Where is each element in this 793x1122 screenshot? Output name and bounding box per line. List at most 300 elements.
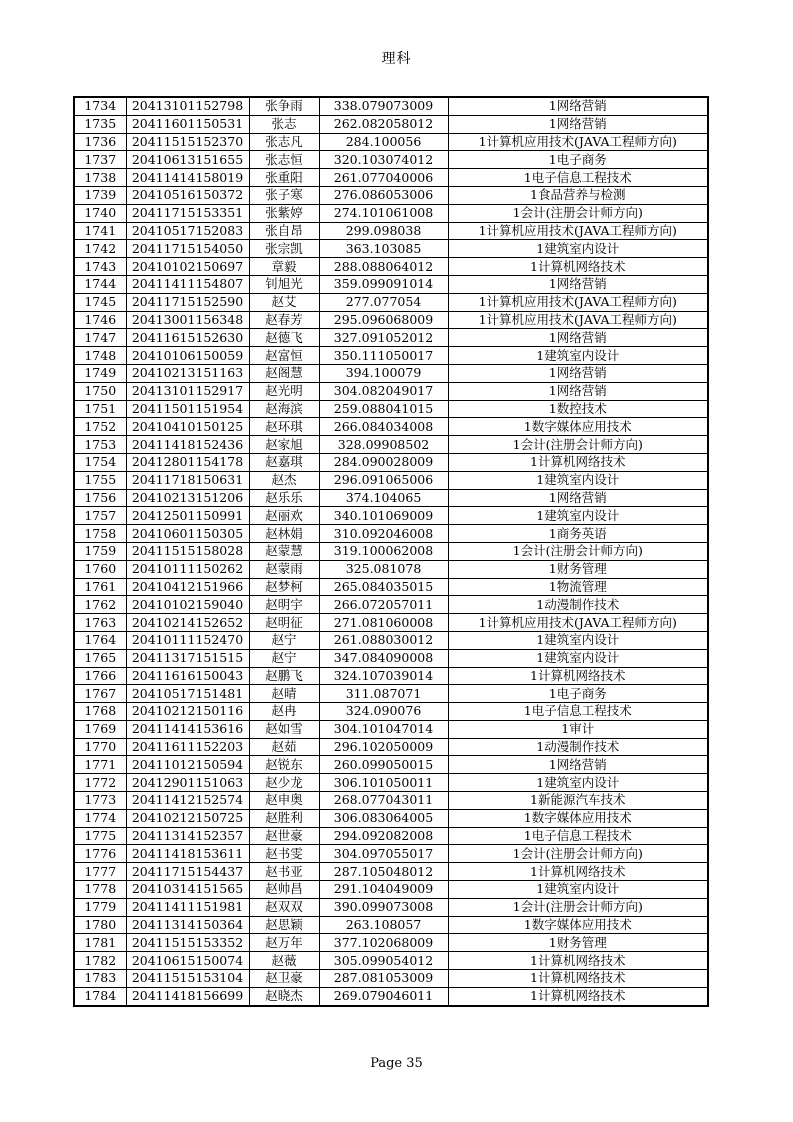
major-cell: 1食品营养与检测	[448, 186, 708, 204]
score-cell: 350.111050017	[319, 347, 448, 365]
major-cell: 1财务管理	[448, 934, 708, 952]
score-cell: 340.101069009	[319, 507, 448, 525]
table-row	[74, 489, 708, 507]
student-id-cell: 20410102150697	[126, 258, 249, 276]
student-id-cell: 20410412151966	[126, 578, 249, 596]
student-id-cell: 20411411154807	[126, 275, 249, 293]
row-number-cell: 1754	[74, 453, 126, 471]
major-cell: 1计算机应用技术(JAVA工程师方向)	[448, 222, 708, 240]
major-cell: 1电子商务	[448, 151, 708, 169]
student-id-cell: 20410213151206	[126, 489, 249, 507]
student-id-cell: 20411515158028	[126, 542, 249, 560]
table-row	[74, 382, 708, 400]
major-cell: 1数字媒体应用技术	[448, 809, 708, 827]
score-cell: 296.102050009	[319, 738, 448, 756]
student-name-cell: 张志恒	[249, 151, 319, 169]
row-number-cell: 1757	[74, 507, 126, 525]
student-id-cell: 20410111152470	[126, 631, 249, 649]
major-cell: 1计算机网络技术	[448, 970, 708, 988]
major-cell: 1新能源汽车技术	[448, 792, 708, 810]
row-number-cell: 1741	[74, 222, 126, 240]
score-cell: 304.082049017	[319, 382, 448, 400]
student-name-cell: 赵海滨	[249, 400, 319, 418]
student-id-cell: 20411515153352	[126, 934, 249, 952]
table-row	[74, 827, 708, 845]
table-row	[74, 952, 708, 970]
score-cell: 262.082058012	[319, 115, 448, 133]
table-row	[74, 560, 708, 578]
score-cell: 390.099073008	[319, 898, 448, 916]
student-name-cell: 赵茹	[249, 738, 319, 756]
table-row	[74, 347, 708, 365]
student-id-cell: 20411414158019	[126, 169, 249, 187]
major-cell: 1建筑室内设计	[448, 347, 708, 365]
row-number-cell: 1777	[74, 863, 126, 881]
major-cell: 1建筑室内设计	[448, 240, 708, 258]
student-name-cell: 赵双双	[249, 898, 319, 916]
student-name-cell: 赵德飞	[249, 329, 319, 347]
table-row	[74, 507, 708, 525]
score-cell: 261.077040006	[319, 169, 448, 187]
row-number-cell: 1734	[74, 97, 126, 115]
table-row	[74, 863, 708, 881]
score-cell: 294.092082008	[319, 827, 448, 845]
row-number-cell: 1770	[74, 738, 126, 756]
score-cell: 304.101047014	[319, 720, 448, 738]
table-row	[74, 542, 708, 560]
student-name-cell: 赵光明	[249, 382, 319, 400]
table-row	[74, 756, 708, 774]
student-id-cell: 20412901151063	[126, 774, 249, 792]
student-id-cell: 20411418153611	[126, 845, 249, 863]
student-id-cell: 20410601150305	[126, 525, 249, 543]
student-name-cell: 赵乐乐	[249, 489, 319, 507]
row-number-cell: 1776	[74, 845, 126, 863]
table-row	[74, 703, 708, 721]
score-cell: 324.090076	[319, 703, 448, 721]
score-cell: 268.077043011	[319, 792, 448, 810]
row-number-cell: 1739	[74, 186, 126, 204]
row-number-cell: 1759	[74, 542, 126, 560]
row-number-cell: 1735	[74, 115, 126, 133]
student-name-cell: 赵阁慧	[249, 364, 319, 382]
major-cell: 1计算机应用技术(JAVA工程师方向)	[448, 311, 708, 329]
student-name-cell: 赵如雪	[249, 720, 319, 738]
score-cell: 271.081060008	[319, 614, 448, 632]
score-cell: 287.081053009	[319, 970, 448, 988]
student-id-cell: 20411515153104	[126, 970, 249, 988]
student-id-cell: 20411317151515	[126, 649, 249, 667]
student-id-cell: 20411715153351	[126, 204, 249, 222]
student-id-cell: 20411515152370	[126, 133, 249, 151]
score-cell: 266.072057011	[319, 596, 448, 614]
student-name-cell: 赵蒙慧	[249, 542, 319, 560]
major-cell: 1计算机网络技术	[448, 863, 708, 881]
major-cell: 1建筑室内设计	[448, 507, 708, 525]
table-row	[74, 418, 708, 436]
score-cell: 304.097055017	[319, 845, 448, 863]
student-id-cell: 20410212150725	[126, 809, 249, 827]
major-cell: 1计算机应用技术(JAVA工程师方向)	[448, 133, 708, 151]
student-id-cell: 20411412152574	[126, 792, 249, 810]
student-name-cell: 赵春芳	[249, 311, 319, 329]
table-row	[74, 453, 708, 471]
major-cell: 1建筑室内设计	[448, 649, 708, 667]
page-title: 理科	[381, 51, 412, 67]
row-number-cell: 1736	[74, 133, 126, 151]
row-number-cell: 1766	[74, 667, 126, 685]
score-cell: 328.09908502	[319, 436, 448, 454]
student-id-cell: 20413001156348	[126, 311, 249, 329]
student-id-cell: 20410106150059	[126, 347, 249, 365]
major-cell: 1建筑室内设计	[448, 774, 708, 792]
student-name-cell: 赵冉	[249, 703, 319, 721]
score-cell: 377.102068009	[319, 934, 448, 952]
student-id-cell: 20411611152203	[126, 738, 249, 756]
table-row	[74, 169, 708, 187]
student-id-cell: 20411715154050	[126, 240, 249, 258]
student-id-cell: 20411418156699	[126, 987, 249, 1005]
table-row	[74, 774, 708, 792]
major-cell: 1数字媒体应用技术	[448, 916, 708, 934]
student-id-cell: 20411314150364	[126, 916, 249, 934]
score-cell: 266.084034008	[319, 418, 448, 436]
row-number-cell: 1780	[74, 916, 126, 934]
major-cell: 1计算机网络技术	[448, 453, 708, 471]
table-row	[74, 667, 708, 685]
student-name-cell: 赵卫豪	[249, 970, 319, 988]
row-number-cell: 1765	[74, 649, 126, 667]
table-row	[74, 631, 708, 649]
score-cell: 276.086053006	[319, 186, 448, 204]
major-cell: 1网络营销	[448, 489, 708, 507]
student-name-cell: 赵艾	[249, 293, 319, 311]
row-number-cell: 1760	[74, 560, 126, 578]
row-number-cell: 1737	[74, 151, 126, 169]
student-name-cell: 赵少龙	[249, 774, 319, 792]
row-number-cell: 1752	[74, 418, 126, 436]
student-name-cell: 赵鹏飞	[249, 667, 319, 685]
major-cell: 1动漫制作技术	[448, 738, 708, 756]
row-number-cell: 1778	[74, 881, 126, 899]
student-name-cell: 张重阳	[249, 169, 319, 187]
student-name-cell: 张争雨	[249, 97, 319, 115]
student-id-cell: 20410517151481	[126, 685, 249, 703]
major-cell: 1网络营销	[448, 364, 708, 382]
score-cell: 311.087071	[319, 685, 448, 703]
table-row	[74, 293, 708, 311]
student-id-cell: 20413101152917	[126, 382, 249, 400]
student-name-cell: 赵富恒	[249, 347, 319, 365]
student-id-cell: 20411411151981	[126, 898, 249, 916]
student-name-cell: 赵嘉琪	[249, 453, 319, 471]
score-cell: 305.099054012	[319, 952, 448, 970]
table-row	[74, 186, 708, 204]
score-cell: 261.088030012	[319, 631, 448, 649]
student-id-cell: 20412801154178	[126, 453, 249, 471]
student-name-cell: 赵书雯	[249, 845, 319, 863]
student-id-cell: 20410615150074	[126, 952, 249, 970]
student-id-cell: 20412501150991	[126, 507, 249, 525]
score-cell: 306.101050011	[319, 774, 448, 792]
score-cell: 325.081078	[319, 560, 448, 578]
score-cell: 259.088041015	[319, 400, 448, 418]
major-cell: 1物流管理	[448, 578, 708, 596]
major-cell: 1电子信息工程技术	[448, 169, 708, 187]
row-number-cell: 1751	[74, 400, 126, 418]
score-cell: 263.108057	[319, 916, 448, 934]
major-cell: 1审计	[448, 720, 708, 738]
major-cell: 1计算机网络技术	[448, 987, 708, 1005]
student-name-cell: 赵晓杰	[249, 987, 319, 1005]
student-id-cell: 20410613151655	[126, 151, 249, 169]
major-cell: 1数控技术	[448, 400, 708, 418]
student-id-cell: 20413101152798	[126, 97, 249, 115]
table-row	[74, 400, 708, 418]
admission-table	[73, 96, 709, 1007]
row-number-cell: 1747	[74, 329, 126, 347]
table-row	[74, 97, 708, 115]
table-row	[74, 881, 708, 899]
major-cell: 1计算机网络技术	[448, 667, 708, 685]
score-cell: 287.105048012	[319, 863, 448, 881]
major-cell: 1计算机网络技术	[448, 258, 708, 276]
table-row	[74, 649, 708, 667]
table-row	[74, 934, 708, 952]
student-id-cell: 20410314151565	[126, 881, 249, 899]
student-name-cell: 赵万年	[249, 934, 319, 952]
table-row	[74, 204, 708, 222]
table-row	[74, 987, 708, 1005]
student-name-cell: 赵梦柯	[249, 578, 319, 596]
major-cell: 1电子信息工程技术	[448, 827, 708, 845]
score-cell: 310.092046008	[319, 525, 448, 543]
student-name-cell: 赵明征	[249, 614, 319, 632]
row-number-cell: 1761	[74, 578, 126, 596]
student-name-cell: 赵锐东	[249, 756, 319, 774]
row-number-cell: 1746	[74, 311, 126, 329]
score-cell: 338.079073009	[319, 97, 448, 115]
score-cell: 324.107039014	[319, 667, 448, 685]
major-cell: 1计算机网络技术	[448, 952, 708, 970]
table-row	[74, 329, 708, 347]
student-id-cell: 20411314152357	[126, 827, 249, 845]
student-name-cell: 张宗凯	[249, 240, 319, 258]
student-id-cell: 20410213151163	[126, 364, 249, 382]
score-cell: 374.104065	[319, 489, 448, 507]
table-row	[74, 258, 708, 276]
row-number-cell: 1738	[74, 169, 126, 187]
page-number: Page 35	[370, 1056, 423, 1071]
score-cell: 299.098038	[319, 222, 448, 240]
score-cell: 319.100062008	[319, 542, 448, 560]
table-row	[74, 436, 708, 454]
major-cell: 1会计(注册会计师方向)	[448, 204, 708, 222]
major-cell: 1动漫制作技术	[448, 596, 708, 614]
student-name-cell: 赵宁	[249, 631, 319, 649]
student-id-cell: 20411418152436	[126, 436, 249, 454]
major-cell: 1网络营销	[448, 115, 708, 133]
table-row	[74, 275, 708, 293]
row-number-cell: 1755	[74, 471, 126, 489]
score-cell: 284.090028009	[319, 453, 448, 471]
row-number-cell: 1767	[74, 685, 126, 703]
row-number-cell: 1782	[74, 952, 126, 970]
score-cell: 363.103085	[319, 240, 448, 258]
student-name-cell: 赵蒙雨	[249, 560, 319, 578]
score-cell: 260.099050015	[319, 756, 448, 774]
score-cell: 320.103074012	[319, 151, 448, 169]
score-cell: 274.101061008	[319, 204, 448, 222]
row-number-cell: 1769	[74, 720, 126, 738]
row-number-cell: 1756	[74, 489, 126, 507]
score-cell: 295.096068009	[319, 311, 448, 329]
table-row	[74, 151, 708, 169]
table-row	[74, 471, 708, 489]
student-name-cell: 钊旭光	[249, 275, 319, 293]
row-number-cell: 1784	[74, 987, 126, 1005]
row-number-cell: 1749	[74, 364, 126, 382]
major-cell: 1会计(注册会计师方向)	[448, 542, 708, 560]
student-name-cell: 赵胜利	[249, 809, 319, 827]
table-row	[74, 525, 708, 543]
student-id-cell: 20410102159040	[126, 596, 249, 614]
student-id-cell: 20411601150531	[126, 115, 249, 133]
student-name-cell: 赵宁	[249, 649, 319, 667]
student-id-cell: 20411715152590	[126, 293, 249, 311]
student-name-cell: 章毅	[249, 258, 319, 276]
score-cell: 288.088064012	[319, 258, 448, 276]
row-number-cell: 1742	[74, 240, 126, 258]
student-id-cell: 20411501151954	[126, 400, 249, 418]
student-name-cell: 赵杰	[249, 471, 319, 489]
student-id-cell: 20411615152630	[126, 329, 249, 347]
table-row	[74, 809, 708, 827]
student-id-cell: 20411414153616	[126, 720, 249, 738]
row-number-cell: 1781	[74, 934, 126, 952]
student-name-cell: 张紫婷	[249, 204, 319, 222]
table-row	[74, 578, 708, 596]
score-cell: 277.077054	[319, 293, 448, 311]
major-cell: 1会计(注册会计师方向)	[448, 436, 708, 454]
major-cell: 1商务英语	[448, 525, 708, 543]
score-cell: 306.083064005	[319, 809, 448, 827]
score-cell: 359.099091014	[319, 275, 448, 293]
row-number-cell: 1763	[74, 614, 126, 632]
student-id-cell: 20410410150125	[126, 418, 249, 436]
row-number-cell: 1768	[74, 703, 126, 721]
student-name-cell: 赵晴	[249, 685, 319, 703]
major-cell: 1建筑室内设计	[448, 881, 708, 899]
major-cell: 1电子商务	[448, 685, 708, 703]
table-row	[74, 792, 708, 810]
row-number-cell: 1779	[74, 898, 126, 916]
row-number-cell: 1748	[74, 347, 126, 365]
row-number-cell: 1750	[74, 382, 126, 400]
student-id-cell: 20410214152652	[126, 614, 249, 632]
row-number-cell: 1758	[74, 525, 126, 543]
score-cell: 347.084090008	[319, 649, 448, 667]
table-row	[74, 115, 708, 133]
table-row	[74, 738, 708, 756]
table-row	[74, 898, 708, 916]
student-name-cell: 赵环琪	[249, 418, 319, 436]
row-number-cell: 1740	[74, 204, 126, 222]
student-name-cell: 张志	[249, 115, 319, 133]
student-name-cell: 赵思颖	[249, 916, 319, 934]
student-name-cell: 赵申奥	[249, 792, 319, 810]
student-name-cell: 张子寒	[249, 186, 319, 204]
score-cell: 327.091052012	[319, 329, 448, 347]
major-cell: 1会计(注册会计师方向)	[448, 898, 708, 916]
table-row	[74, 614, 708, 632]
student-id-cell: 20411718150631	[126, 471, 249, 489]
row-number-cell: 1783	[74, 970, 126, 988]
major-cell: 1数字媒体应用技术	[448, 418, 708, 436]
student-name-cell: 赵书亚	[249, 863, 319, 881]
table-row	[74, 916, 708, 934]
score-cell: 269.079046011	[319, 987, 448, 1005]
student-name-cell: 赵明宇	[249, 596, 319, 614]
student-id-cell: 20411616150043	[126, 667, 249, 685]
row-number-cell: 1745	[74, 293, 126, 311]
student-id-cell: 20410517152083	[126, 222, 249, 240]
major-cell: 1计算机应用技术(JAVA工程师方向)	[448, 614, 708, 632]
score-cell: 291.104049009	[319, 881, 448, 899]
score-cell: 296.091065006	[319, 471, 448, 489]
table-row	[74, 311, 708, 329]
student-id-cell: 20410212150116	[126, 703, 249, 721]
student-id-cell: 20411012150594	[126, 756, 249, 774]
student-name-cell: 赵世豪	[249, 827, 319, 845]
table-row	[74, 240, 708, 258]
major-cell: 1计算机应用技术(JAVA工程师方向)	[448, 293, 708, 311]
table-body	[74, 97, 708, 1006]
table-row	[74, 845, 708, 863]
student-id-cell: 20410111150262	[126, 560, 249, 578]
table-row	[74, 596, 708, 614]
score-cell: 265.084035015	[319, 578, 448, 596]
student-name-cell: 赵林娟	[249, 525, 319, 543]
row-number-cell: 1772	[74, 774, 126, 792]
student-name-cell: 赵丽欢	[249, 507, 319, 525]
table-row	[74, 222, 708, 240]
student-name-cell: 赵帅昌	[249, 881, 319, 899]
table-row	[74, 685, 708, 703]
student-id-cell: 20410516150372	[126, 186, 249, 204]
student-id-cell: 20411715154437	[126, 863, 249, 881]
student-name-cell: 赵薇	[249, 952, 319, 970]
row-number-cell: 1775	[74, 827, 126, 845]
major-cell: 1建筑室内设计	[448, 631, 708, 649]
table-row	[74, 133, 708, 151]
student-name-cell: 张志凡	[249, 133, 319, 151]
row-number-cell: 1753	[74, 436, 126, 454]
row-number-cell: 1771	[74, 756, 126, 774]
student-name-cell: 赵家旭	[249, 436, 319, 454]
table-row	[74, 720, 708, 738]
major-cell: 1会计(注册会计师方向)	[448, 845, 708, 863]
score-cell: 284.100056	[319, 133, 448, 151]
row-number-cell: 1773	[74, 792, 126, 810]
row-number-cell: 1774	[74, 809, 126, 827]
major-cell: 1网络营销	[448, 382, 708, 400]
major-cell: 1电子信息工程技术	[448, 703, 708, 721]
row-number-cell: 1764	[74, 631, 126, 649]
score-cell: 394.100079	[319, 364, 448, 382]
table-row	[74, 364, 708, 382]
table-row	[74, 970, 708, 988]
